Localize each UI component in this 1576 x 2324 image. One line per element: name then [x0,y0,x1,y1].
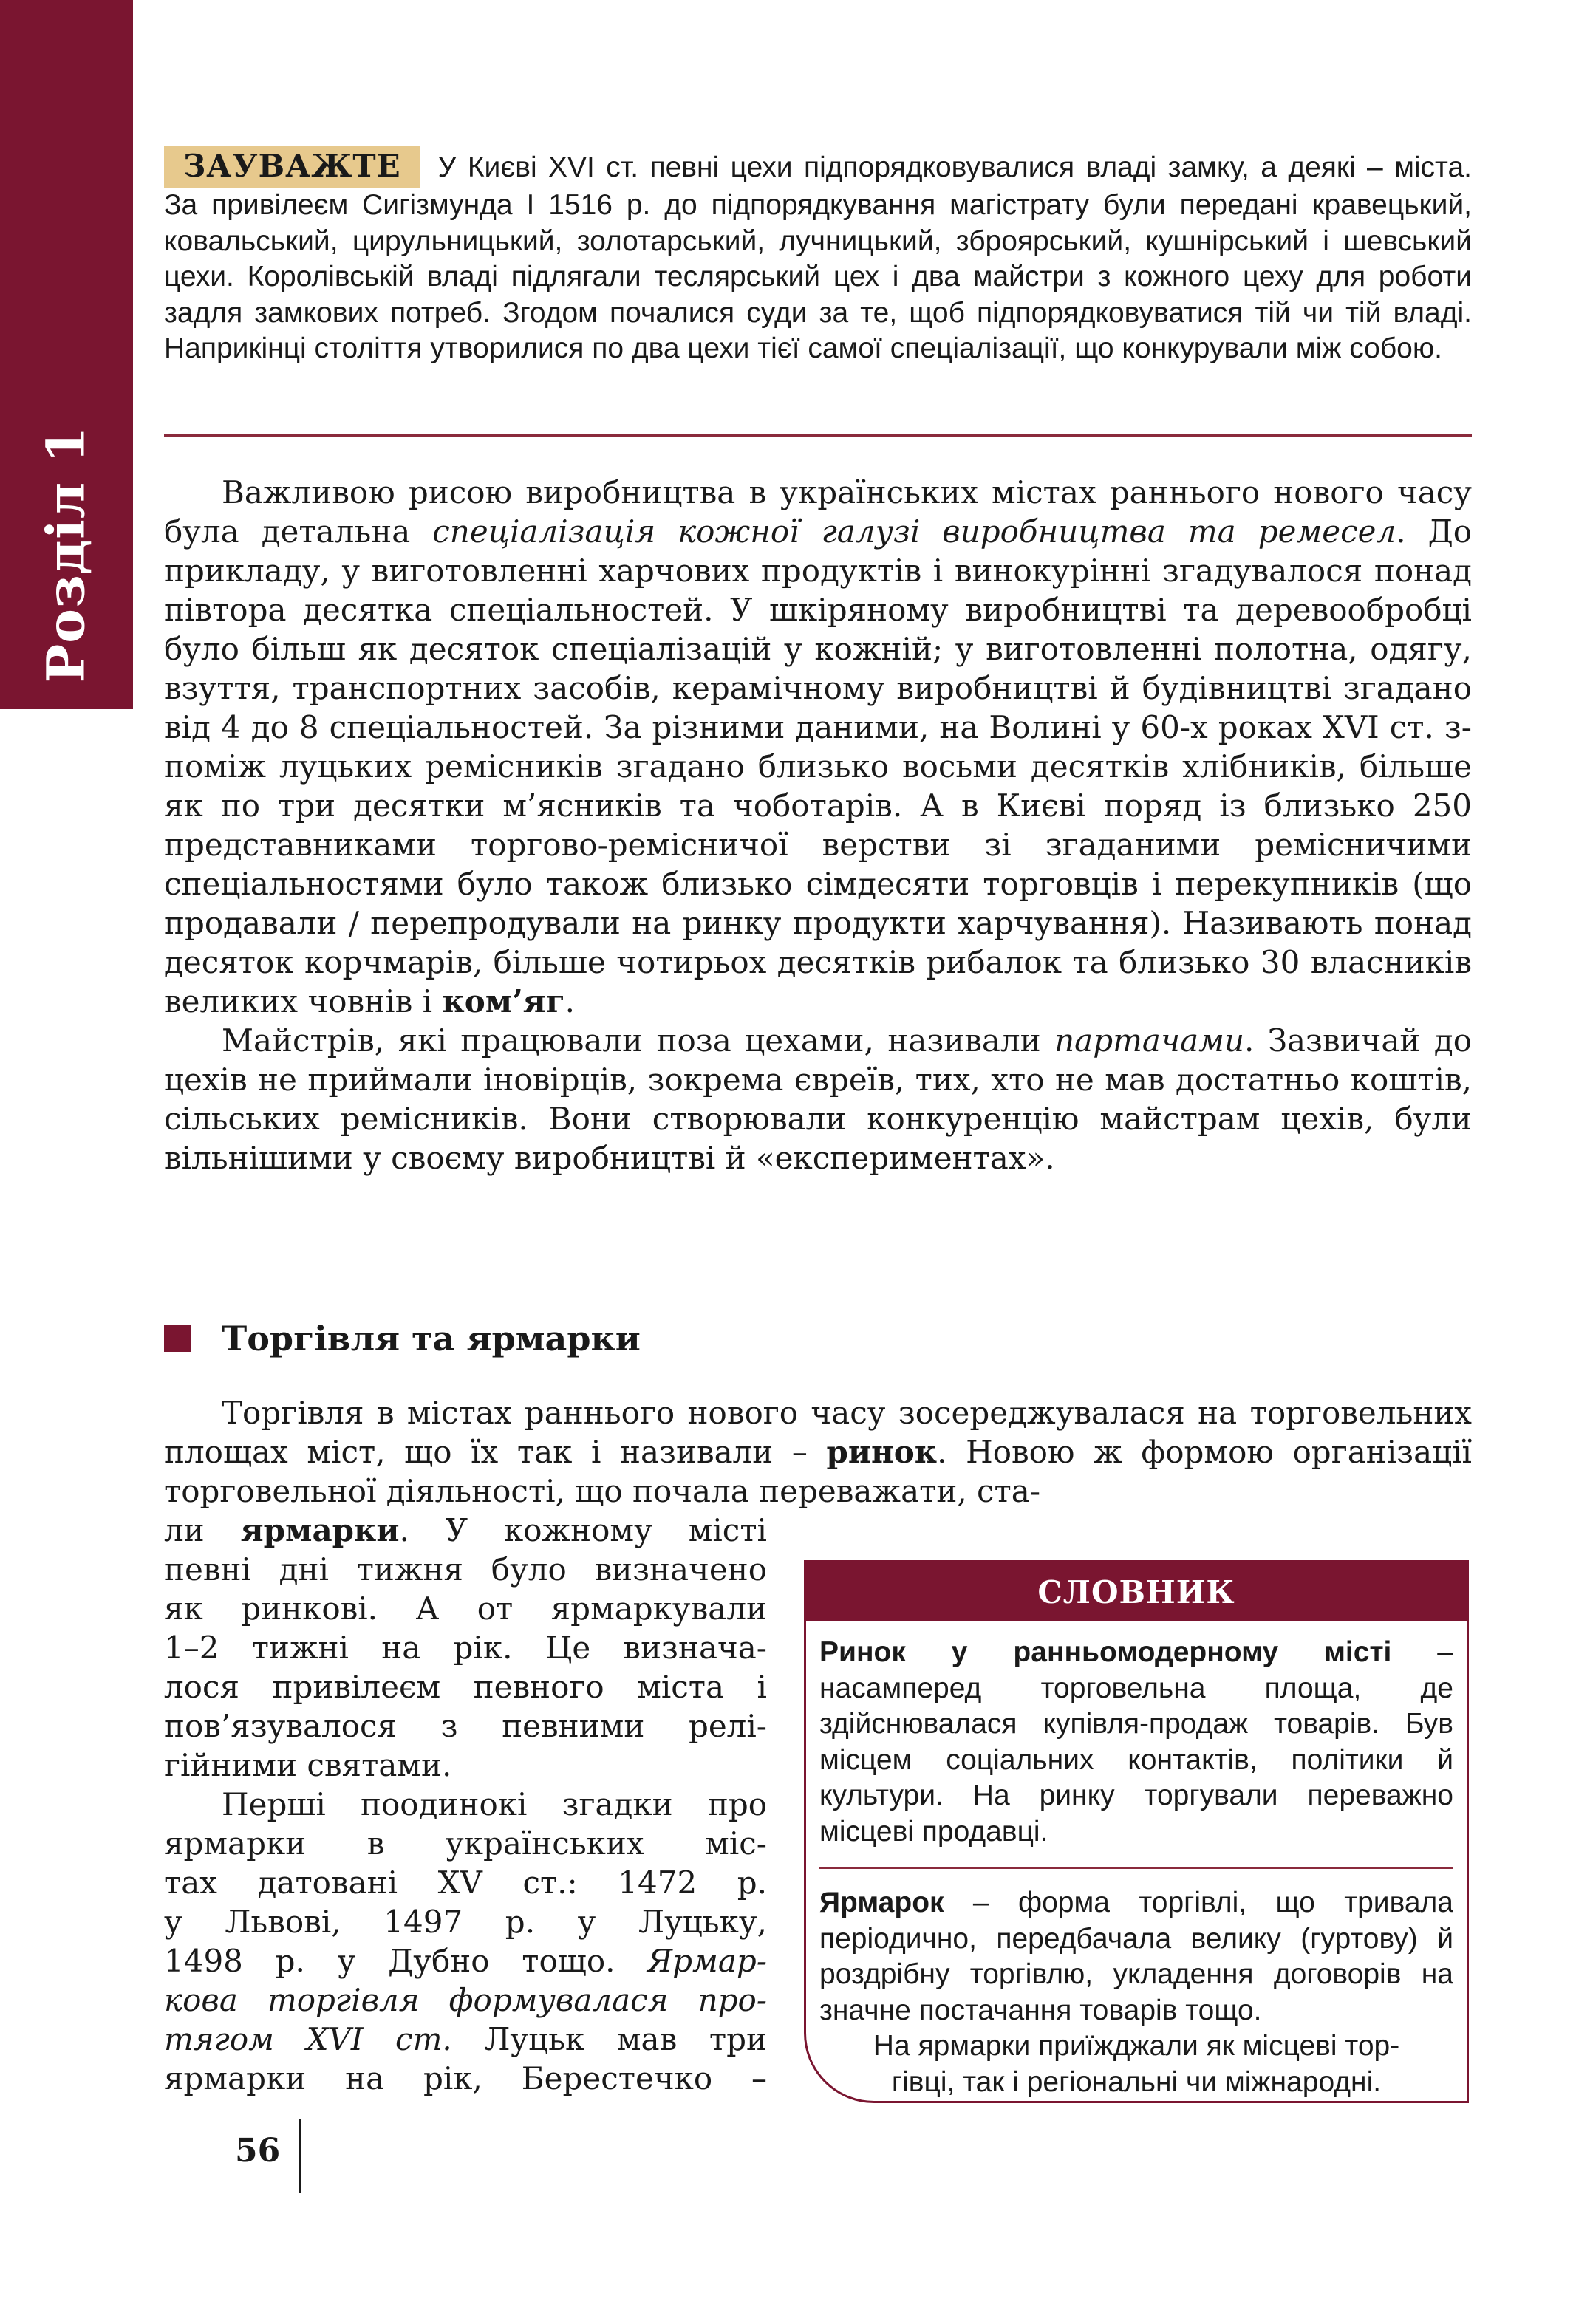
column-line: ли ярмарки. У кожному місті [164,1512,767,1548]
column-line: Перші поодинокі згадки про [222,1786,767,1822]
glossary-entry-fair: Ярмарок – форма торгівлі, що тривала періодично, передбачала велику (гуртову) й роздрібну торгівлю, укладення договорів на значне постачання товарів тощо. На ярмарки приїжджали як місцеві тор- гівці, так і регіональні чи міжнародні. [819,1887,1453,2098]
trade-column [164,1511,767,2098]
section-heading [164,1316,1420,1361]
section-square-icon [164,1325,191,1352]
paragraph-specialization: Важливою рисою виробництва в українських містах раннього нового часу була детальна спеціалізація кожної галузі виробництва та ремесел. До прикладу, у виготовленні харчових продуктів і винокурінні згадувалося понад півтора десятка спеціальностей. У шкіряному виробництві та деревообробці було більш як десяток спеціалізацій у кожній; у виготовленні полотна, одягу, взуття, транспортних засобів, керамічному виробництві й будівництві згадано від 4 до 8 спеціальностей. За різними даними, на Волині у 60-х роках XVI ст. з-поміж луцьких ремісників згадано близько восьми десятків хлібників, більше як по три десятки м’ясників та чоботарів. А в Києві поряд із близько 250 представниками торгово-ремісничої верстви зі згаданими ремісничими спеціальностями було також близько сімдесяти торговців і перекупників (що продавали / перепродували на ринку продукти харчування). Називають понад десяток корчмарів, більше чотирьох десятків рибалок та близько 30 власників великих човнів і ком’яг. [164,474,1473,1019]
note-divider [164,434,1472,437]
column-line: 1–2 тижні на рік. Це визнача- [164,1630,767,1666]
chapter-tab [0,0,133,709]
chapter-label: Розділ 1 [35,426,97,683]
column-line: 1498 р. у Дубно тощо. Ярмар- [164,1943,767,1979]
column-line: кова торгівля формувалася про- [164,1982,767,2018]
column-line: тягом XVI ст. Луцьк мав три [164,2021,767,2057]
column-line: тах датовані XV ст.: 1472 р. [164,1865,767,1901]
column-line: ярмарки на рік, Берестечко – [164,2060,767,2096]
column-line: гійними святами. [164,1747,452,1783]
note-text: У Києві XVI ст. певні цехи підпорядковувалися владі замку, а деякі – міста. За привілеєм Сигізмунда І 1516 р. до підпорядкування магістрату були передані кравецький, ковальський, цирульницький, золотарський, лучницький, зброярський, кушнірський і шевський цехи. Королівській владі підлягали теслярський цех і два майстри з кожного цеху для роботи задля замкових потреб. Згодом почалися суди за те, щоб підпорядковуватися тій чи тій владі. Наприкінці століття утворилися по два цехи тієї самої спеціалізації, що конкурували між собою. [164,151,1472,364]
glossary-divider [819,1867,1453,1869]
column-line: ярмарки в українських міс- [164,1825,767,1862]
glossary-box [804,1560,1469,2103]
page-number-rule [299,2119,301,2193]
page-number: 56 [235,2132,281,2170]
trade-intro: Торгівля в містах раннього нового часу зосереджувалася на торговельних площах міст, що їх так і називали – ринок. Новою ж формою організації торговельної діяльності, що почала переважати, ста- [164,1395,1472,1509]
column-line: у Львові, 1497 р. у Луцьку, [164,1904,767,1940]
glossary-entry-market: Ринок у ранньомодерному місті – насамперед торговельна площа, де здійснювалася купівля-продаж товарів. Був місцем соціальних контактів, політики й культури. На ринку торгували переважно місцеві продавці. [819,1636,1453,1848]
column-line: як ринкові. А от ярмаркували [164,1590,767,1627]
paragraph-partachi: Майстрів, які працювали поза цехами, називали партачами. Зазвичай до цехів не приймали іновірців, зокрема євреїв, тих, хто не мав достатньо коштів, сільських ремісників. Вони створювали конкуренцію майстрам цехів, були вільнішими у своєму виробництві й «експериментах». [164,1022,1472,1176]
column-line: пов’язувалося з певними релі- [164,1708,767,1744]
main-text [164,473,1472,1178]
note-box [164,146,1472,367]
section-title: Торгівля та ярмарки [222,1319,641,1358]
column-line: певні дні тижня було визначено [164,1551,767,1588]
note-badge: ЗАУВАЖТЕ [164,146,420,188]
column-line: лося привілеєм певного міста і [164,1669,767,1705]
glossary-title: СЛОВНИК [806,1562,1467,1621]
